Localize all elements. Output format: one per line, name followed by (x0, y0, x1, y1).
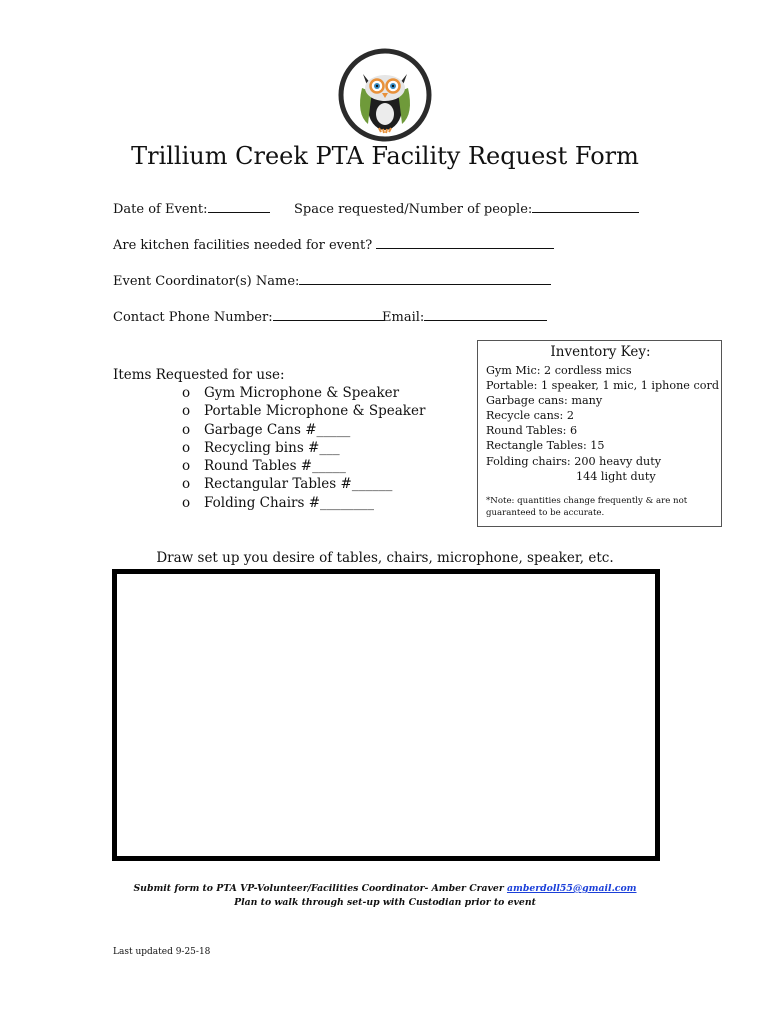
inventory-title: Inventory Key: (550, 344, 651, 360)
list-item: o Recycling bins #___ (182, 439, 340, 456)
kitchen-input-line[interactable] (376, 234, 554, 249)
space-input-line[interactable] (532, 198, 639, 213)
bullet-icon: o (182, 439, 191, 456)
bullet-icon: o (182, 421, 191, 438)
inventory-note: *Note: quantities change frequently & are not guaranteed to be accurate. (486, 496, 688, 518)
phone-field-row (113, 306, 385, 325)
walkthrough-text: Plan to walk through set-up with Custodian prior to event (234, 897, 536, 908)
items-heading: Items Requested for use: (113, 367, 285, 383)
last-updated: Last updated 9-25-18 (113, 947, 211, 957)
list-item: Round Tables: 6 (486, 424, 578, 438)
coordinator-label: Event Coordinator(s) Name: (113, 274, 300, 289)
bullet-icon: o (182, 494, 191, 511)
kitchen-label: Are kitchen facilities needed for event? (113, 238, 373, 253)
list-item: o Gym Microphone & Speaker (182, 385, 400, 401)
phone-label: Contact Phone Number: (113, 310, 273, 325)
submit-instructions (0, 882, 770, 910)
list-item: o Garbage Cans #_____ (182, 421, 351, 438)
bullet-icon: o (182, 385, 191, 401)
email-input-line[interactable] (424, 306, 547, 321)
drawing-caption: Draw set up you desire of tables, chairs, microphone, speaker, etc. (156, 550, 614, 566)
list-item: Garbage cans: many (486, 394, 603, 408)
email-link[interactable]: amberdoll55@gmail.com (506, 883, 637, 894)
bullet-icon: o (182, 476, 191, 493)
list-item: Recycle cans: 2 (486, 409, 574, 423)
coordinator-input-line[interactable] (299, 270, 551, 285)
list-item: Portable: 1 speaker, 1 mic, 1 iphone cord (486, 379, 719, 393)
page-title: Trillium Creek PTA Facility Request Form (131, 142, 639, 170)
coordinator-field-row (113, 270, 551, 289)
phone-input-line[interactable] (273, 306, 385, 321)
list-item: Rectangle Tables: 15 (486, 439, 605, 453)
email-label: Email: (382, 310, 425, 325)
list-item: o Portable Microphone & Speaker (182, 403, 426, 420)
drawing-area[interactable] (112, 569, 660, 861)
bullet-icon: o (182, 458, 191, 475)
list-item: o Rectangular Tables #______ (182, 476, 393, 493)
list-item: o Folding Chairs #________ (182, 494, 375, 511)
owl-logo-icon (338, 48, 432, 142)
kitchen-field-row (113, 234, 554, 253)
list-item: Folding chairs: 200 heavy duty (486, 454, 662, 468)
list-item: 144 light duty (576, 469, 656, 483)
inventory-key-box (477, 340, 722, 527)
submit-text: Submit form to PTA VP-Volunteer/Facilities Coordinator- Amber Craver (133, 883, 507, 894)
date-label: Date of Event: (113, 202, 208, 217)
list-item: Gym Mic: 2 cordless mics (486, 364, 632, 377)
space-label: Space requested/Number of people: (294, 202, 533, 217)
date-input-line[interactable] (208, 198, 270, 213)
list-item: o Round Tables #_____ (182, 458, 346, 475)
inventory-list (486, 363, 719, 484)
email-field-row (382, 306, 547, 325)
bullet-icon: o (182, 403, 191, 420)
space-field-row (294, 198, 639, 217)
items-list (182, 384, 425, 512)
date-field-row (113, 198, 270, 217)
